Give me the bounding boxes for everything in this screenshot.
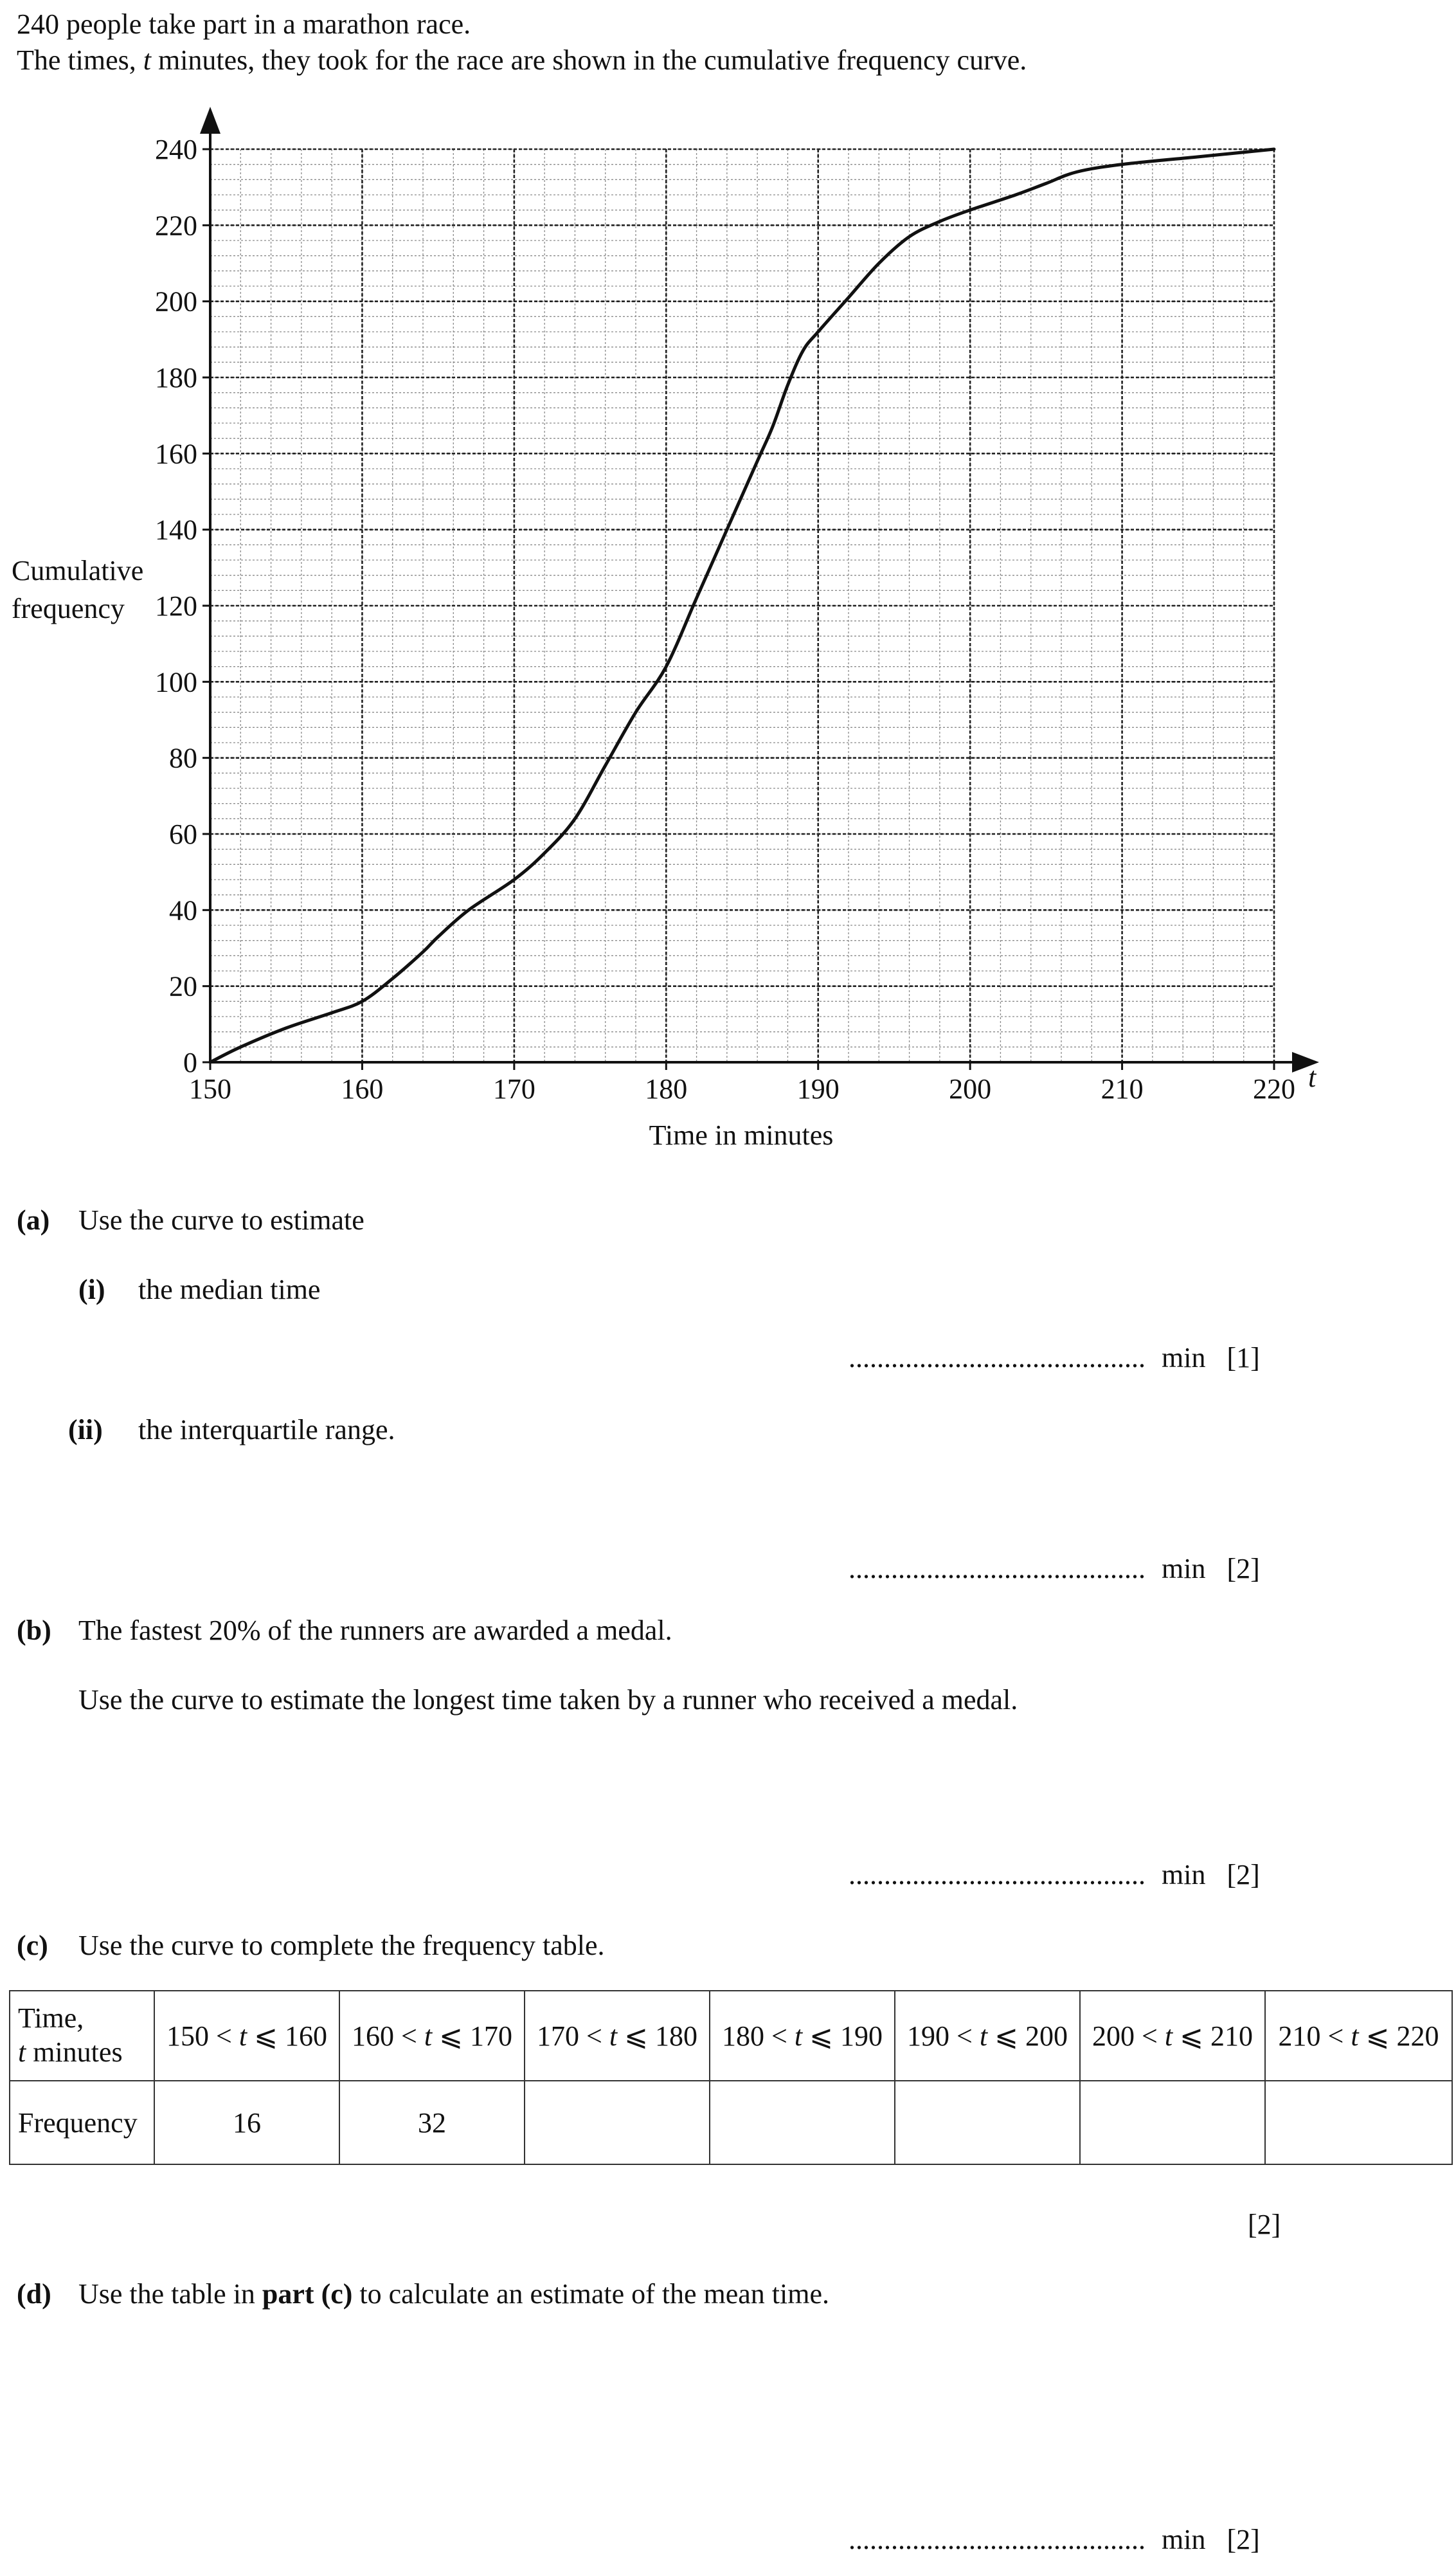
intro-line-2-pre: The times, [17, 44, 143, 76]
y-axis-label-line-1: Cumulative [12, 555, 144, 586]
interval-lo: 200 [1092, 2020, 1135, 2052]
axes [200, 107, 1319, 1073]
interval-lo: 160 [352, 2020, 395, 2052]
interval-rel2: ⩽ [254, 2020, 278, 2052]
answer-dots: .......................................... [849, 2524, 1146, 2555]
y-tick-label: 180 [155, 362, 197, 394]
answer-dots: .......................................... [849, 1859, 1146, 1890]
x-tick-labels [189, 1073, 1295, 1105]
frequency-cell-5[interactable] [1080, 2081, 1265, 2164]
interval-rel2: ⩽ [439, 2020, 463, 2052]
table-header-row [10, 1991, 1452, 2081]
part-a-i-label: (i) [78, 1274, 105, 1305]
answer-unit: min [1162, 2524, 1206, 2555]
part-c-text: Use the curve to complete the frequency table. [78, 1930, 605, 1961]
x-tick-label: 210 [1101, 1073, 1144, 1105]
part-a-label: (a) [17, 1204, 50, 1236]
interval-rel1: < [586, 2020, 602, 2052]
part-a-text: Use the curve to estimate [78, 1204, 364, 1236]
interval-hi: 210 [1210, 2020, 1253, 2052]
part-c-mark: [2] [1248, 2209, 1281, 2240]
frequency-cell-0: 16 [154, 2081, 339, 2164]
part-b-text-2: Use the curve to estimate the longest time taken by a runner who received a medal. [78, 1684, 1018, 1716]
x-tick-label: 190 [796, 1073, 840, 1105]
answer-mark: [2] [1227, 2524, 1260, 2555]
interval-cell-3 [710, 1991, 895, 2081]
y-axis-arrow [200, 107, 220, 134]
answer-unit: min [1162, 1553, 1206, 1584]
interval-rel2: ⩽ [1365, 2020, 1390, 2052]
x-tick-label: 180 [645, 1073, 688, 1105]
answer-line-b[interactable] [849, 1861, 1260, 1889]
table-header-time [10, 1991, 154, 2081]
answer-unit: min [1162, 1859, 1206, 1890]
frequency-cell-1: 32 [339, 2081, 525, 2164]
interval-var: t [1351, 2020, 1359, 2052]
y-tick-label: 60 [169, 819, 197, 850]
interval-rel1: < [771, 2020, 787, 2052]
y-tick-label: 220 [155, 210, 197, 242]
interval-lo: 150 [166, 2020, 210, 2052]
frequency-cell-2[interactable] [525, 2081, 710, 2164]
interval-lo: 190 [907, 2020, 950, 2052]
answer-unit: min [1162, 1342, 1206, 1373]
answer-line-a-i[interactable] [849, 1344, 1260, 1372]
y-tick-label: 80 [169, 742, 197, 774]
part-d-text [78, 2280, 829, 2308]
x-tick-label: 160 [341, 1073, 384, 1105]
y-tick-label: 140 [155, 514, 197, 546]
answer-dots: .......................................... [849, 1553, 1146, 1584]
interval-var: t [979, 2020, 988, 2052]
intro-line-1: 240 people take part in a marathon race. [17, 8, 471, 40]
frequency-table [9, 1990, 1453, 2165]
interval-cell-5 [1080, 1991, 1265, 2081]
interval-hi: 160 [284, 2020, 327, 2052]
interval-var: t [424, 2020, 433, 2052]
y-tick-label: 240 [155, 134, 197, 165]
table-header-variable: t [18, 2036, 26, 2068]
answer-mark: [2] [1227, 1553, 1260, 1584]
interval-hi: 220 [1396, 2020, 1439, 2052]
part-d-text-post: to calculate an estimate of the mean time. [352, 2278, 829, 2310]
interval-hi: 190 [840, 2020, 883, 2052]
interval-rel1: < [1142, 2020, 1158, 2052]
part-d-text-pre: Use the table in [78, 2278, 262, 2310]
interval-rel2: ⩽ [624, 2020, 648, 2052]
frequency-cell-3[interactable] [710, 2081, 895, 2164]
x-tick-label: 150 [189, 1073, 231, 1105]
answer-line-a-ii[interactable] [849, 1555, 1260, 1583]
frequency-cell-6[interactable] [1265, 2081, 1452, 2164]
table-row-label-frequency: Frequency [10, 2081, 154, 2164]
part-a-ii-label: (ii) [68, 1414, 103, 1445]
part-d-text-bold: part (c) [262, 2278, 353, 2310]
x-tick-label: 220 [1253, 1073, 1295, 1105]
interval-var: t [794, 2020, 803, 2052]
intro-line-2-variable: t [143, 44, 151, 76]
part-c-label: (c) [17, 1930, 48, 1961]
interval-rel2: ⩽ [1180, 2020, 1203, 2052]
interval-rel1: < [401, 2020, 417, 2052]
answer-dots: .......................................... [849, 1342, 1146, 1373]
y-tick-label: 40 [169, 894, 197, 927]
interval-var: t [1164, 2020, 1173, 2052]
interval-hi: 170 [469, 2020, 512, 2052]
table-frequency-row [10, 2081, 1452, 2164]
y-tick-label: 20 [169, 970, 197, 1002]
part-a-ii-text: the interquartile range. [138, 1414, 395, 1445]
part-b-label: (b) [17, 1615, 51, 1646]
part-d-label: (d) [17, 2278, 51, 2310]
interval-cell-1 [339, 1991, 525, 2081]
x-tick-label: 200 [949, 1073, 992, 1105]
interval-rel1: < [1327, 2020, 1344, 2052]
answer-mark: [2] [1227, 1859, 1260, 1890]
intro-line-2-post: minutes, they took for the race are shown in the cumulative frequency curve. [150, 44, 1027, 76]
interval-rel1: < [957, 2020, 973, 2052]
answer-mark: [1] [1227, 1342, 1260, 1373]
table-header-line-2: minutes [26, 2036, 123, 2068]
answer-line-d[interactable] [849, 2526, 1260, 2554]
y-tick-labels [155, 134, 197, 1078]
intro-line-2 [17, 46, 1027, 75]
interval-var: t [609, 2020, 618, 2052]
interval-hi: 180 [654, 2020, 697, 2052]
y-axis-label-line-2: frequency [12, 593, 125, 624]
interval-cell-0 [154, 1991, 339, 2081]
x-axis-variable: t [1308, 1062, 1317, 1093]
interval-hi: 200 [1025, 2020, 1068, 2052]
interval-lo: 180 [722, 2020, 765, 2052]
x-axis-label: Time in minutes [649, 1119, 834, 1151]
interval-cell-6 [1265, 1991, 1452, 2081]
y-tick-label: 120 [155, 590, 197, 622]
y-tick-label: 0 [183, 1047, 197, 1078]
frequency-cell-4[interactable] [895, 2081, 1080, 2164]
y-tick-label: 100 [155, 666, 197, 698]
interval-rel2: ⩽ [809, 2020, 833, 2052]
part-a-i-text: the median time [138, 1274, 321, 1305]
y-tick-label: 200 [155, 285, 197, 318]
table-header-line-1: Time, [18, 2002, 84, 2034]
interval-var: t [238, 2020, 247, 2052]
cumulative-frequency-chart [0, 96, 1456, 1164]
interval-lo: 210 [1278, 2020, 1321, 2052]
interval-lo: 170 [537, 2020, 580, 2052]
part-b-text-1: The fastest 20% of the runners are awarded a medal. [78, 1615, 672, 1646]
y-tick-label: 160 [155, 438, 197, 470]
x-tick-label: 170 [492, 1073, 535, 1105]
interval-rel2: ⩽ [994, 2020, 1018, 2052]
interval-rel1: < [216, 2020, 232, 2052]
interval-cell-4 [895, 1991, 1080, 2081]
interval-cell-2 [525, 1991, 710, 2081]
